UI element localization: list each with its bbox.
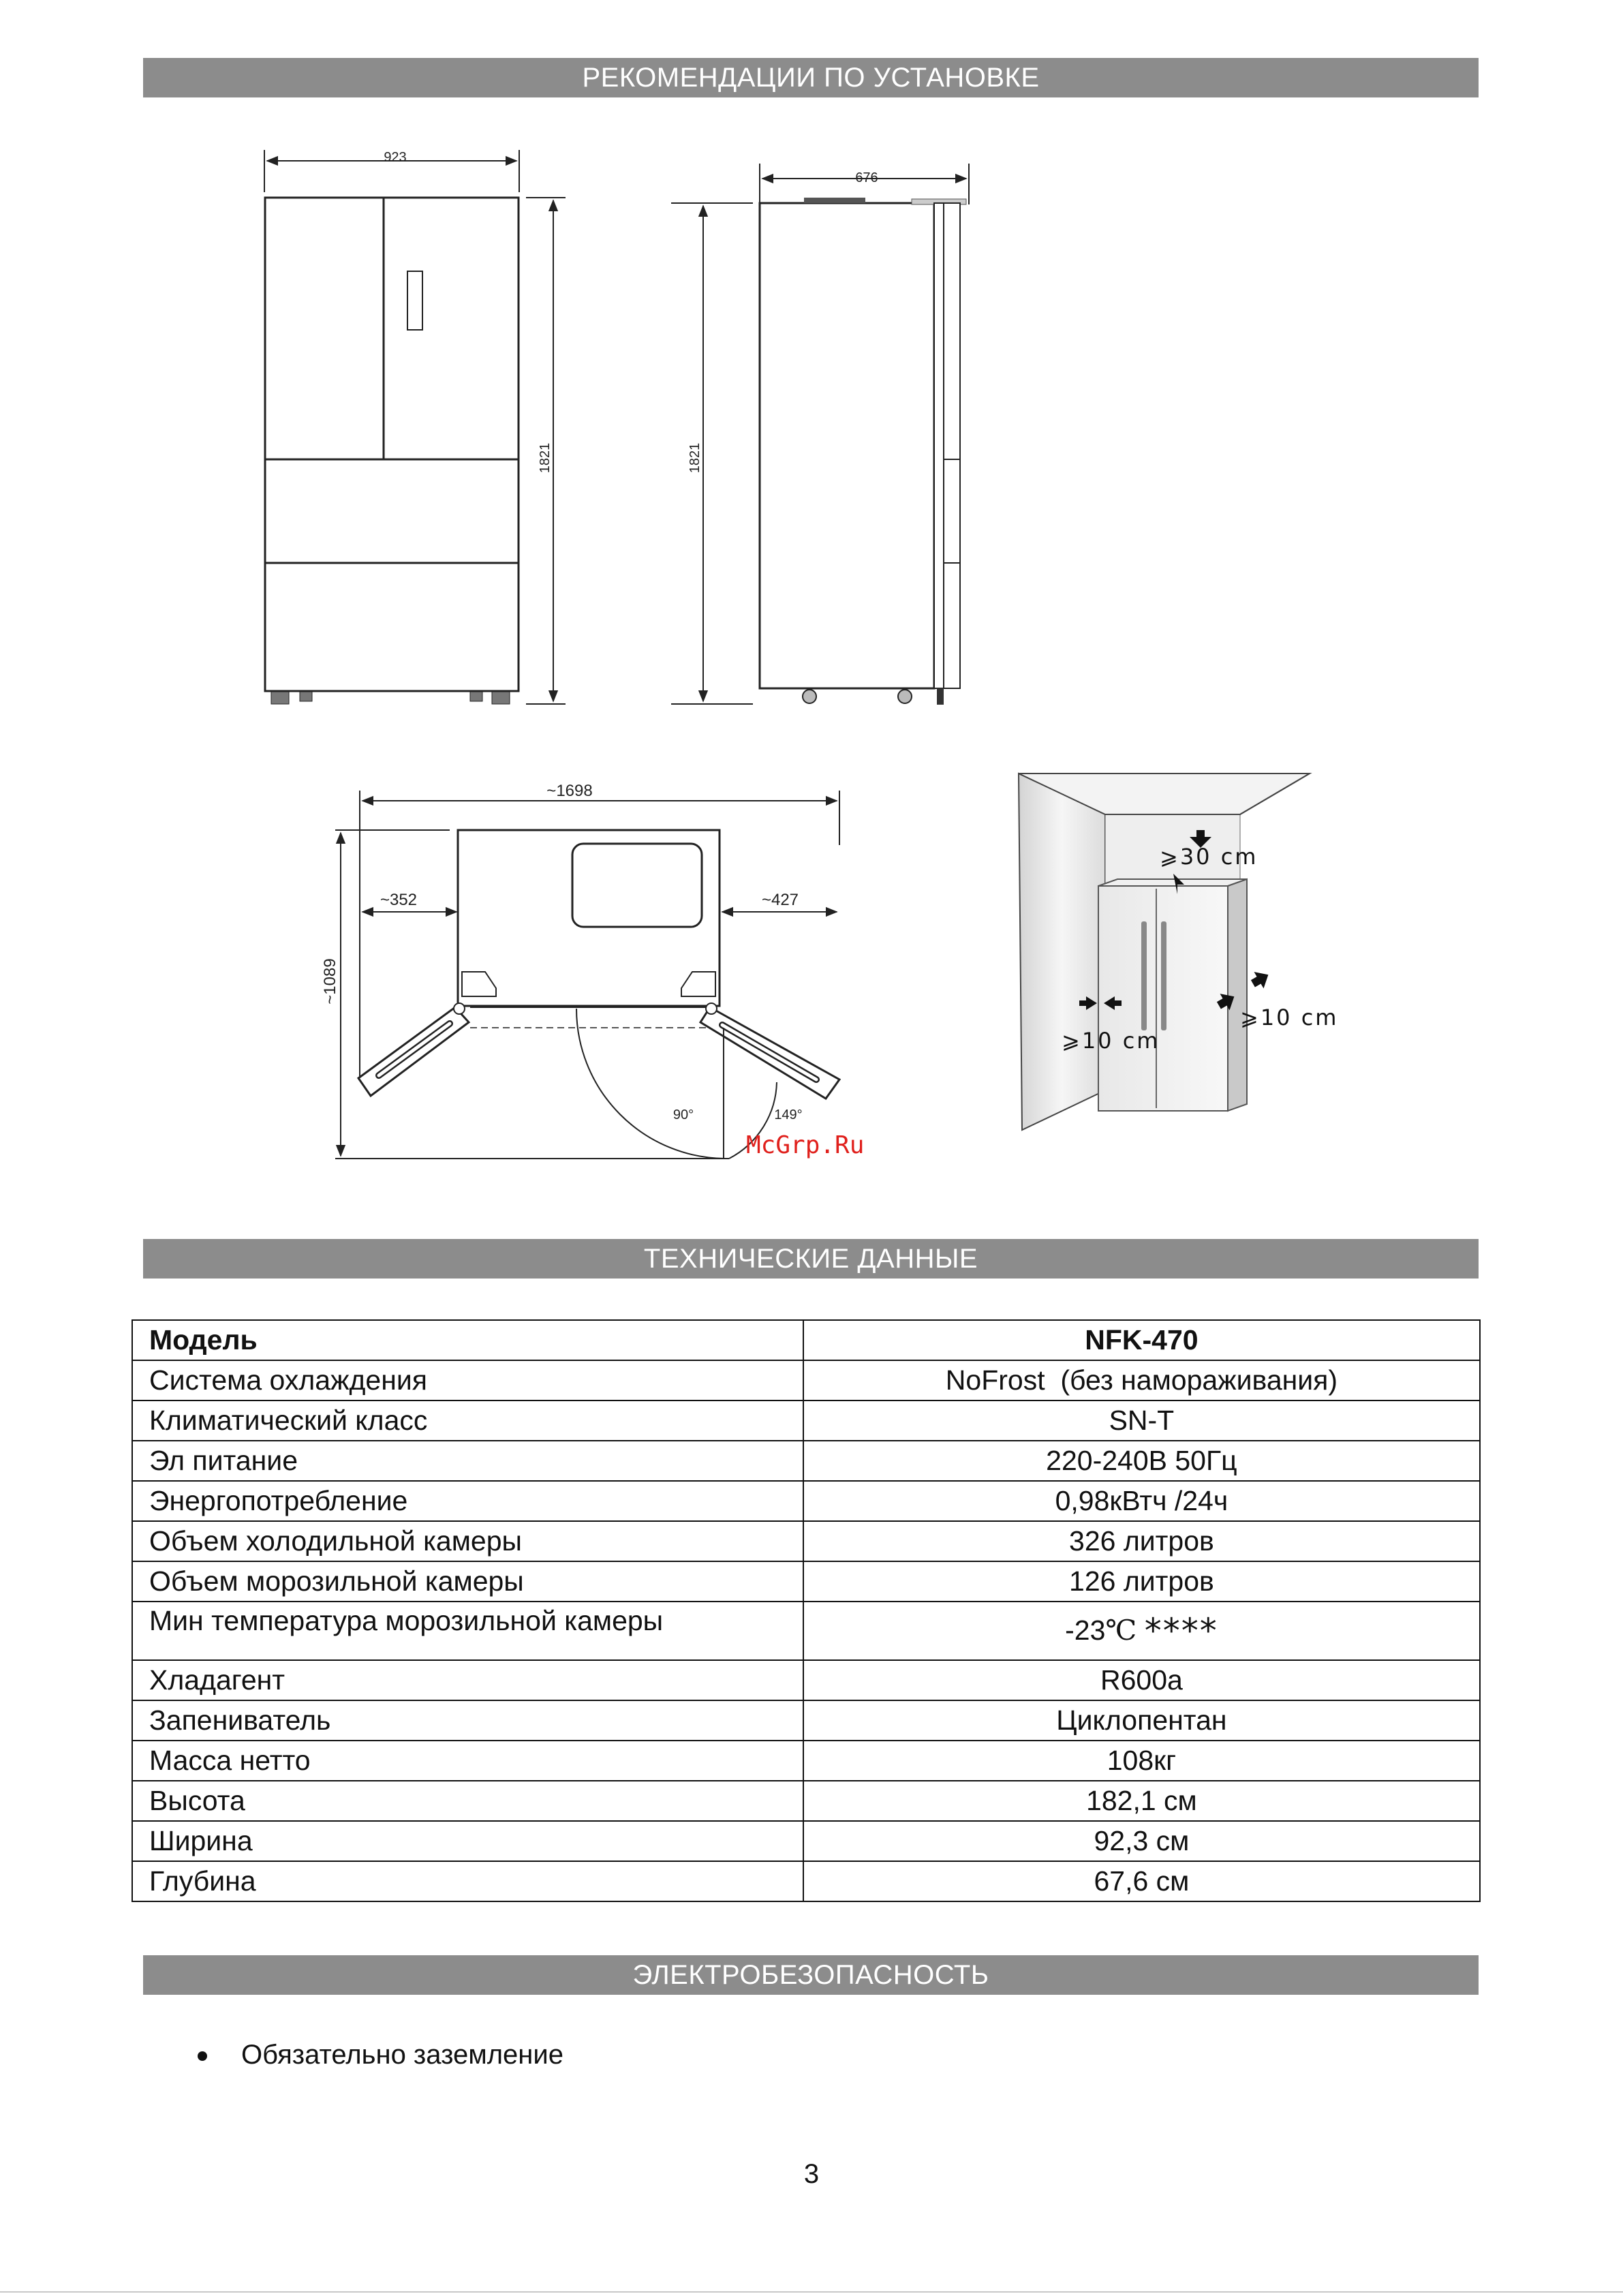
spec-value: 220-240В 50Гц [803, 1441, 1480, 1481]
spec-value: 92,3 см [803, 1821, 1480, 1861]
top-view-drawing [321, 782, 839, 1159]
table-row [132, 1561, 1480, 1602]
section-header-specs: ТЕХНИЧЕСКИЕ ДАННЫЕ [143, 1239, 1479, 1279]
spec-value: 126 литров [803, 1561, 1480, 1602]
table-row [132, 1741, 1480, 1781]
top-right-dim: ~427 [761, 891, 799, 909]
safety-item-text: Обязательно заземление [241, 2040, 563, 2070]
spec-label: Модель [132, 1320, 803, 1360]
table-row [132, 1521, 1480, 1561]
spec-label: Хладагент [132, 1660, 803, 1700]
section-header-safety: ЭЛЕКТРОБЕЗОПАСНОСТЬ [143, 1955, 1479, 1995]
table-row [132, 1441, 1480, 1481]
side-view-drawing [671, 164, 969, 705]
spec-value: 108кг [803, 1741, 1480, 1781]
front-width-dim: 923 [384, 150, 407, 165]
table-row [132, 1821, 1480, 1861]
clearance-right-label: ⩾10 cm [1240, 1005, 1339, 1030]
footer-divider [0, 2291, 1623, 2293]
spec-value-min-temp [803, 1602, 1480, 1660]
spec-label: Запениватель [132, 1700, 803, 1741]
table-row [132, 1700, 1480, 1741]
spec-label: Масса нетто [132, 1741, 803, 1781]
freezer-stars-icon: **** [1144, 1611, 1218, 1651]
celsius-unit: ℃ [1105, 1614, 1137, 1647]
spec-label: Высота [132, 1781, 803, 1821]
spec-value: 182,1 см [803, 1781, 1480, 1821]
spec-value: 326 литров [803, 1521, 1480, 1561]
spec-value: 0,98кВтч /24ч [803, 1481, 1480, 1521]
page-number: 3 [803, 2159, 820, 2189]
table-row [132, 1861, 1480, 1901]
side-height-dim: 1821 [687, 442, 702, 474]
spec-value: R600a [803, 1660, 1480, 1700]
top-total-dim: ~1698 [546, 782, 593, 800]
specs-table [132, 1319, 1481, 1902]
spec-value: SN-T [803, 1400, 1480, 1441]
list-item [198, 2040, 563, 2070]
spec-value: 67,6 см [803, 1861, 1480, 1901]
spec-label: Эл питание [132, 1441, 803, 1481]
table-row [132, 1400, 1480, 1441]
clearance-drawing [1019, 774, 1338, 1130]
table-row [132, 1360, 1480, 1400]
spec-value: Циклопентан [803, 1700, 1480, 1741]
side-depth-dim: 676 [855, 170, 878, 185]
spec-label: Ширина [132, 1821, 803, 1861]
spec-value: NoFrost (без намораживания) [803, 1360, 1480, 1400]
spec-value: NFK-470 [803, 1320, 1480, 1360]
top-depth-dim: ~1089 [321, 958, 339, 1005]
table-row [132, 1481, 1480, 1521]
clearance-top-label: ⩾30 cm [1160, 844, 1258, 870]
front-view-drawing [264, 150, 566, 704]
table-row [132, 1320, 1480, 1360]
bullet-icon [198, 2051, 207, 2061]
spec-label: Объем морозильной камеры [132, 1561, 803, 1602]
spec-label: Мин температура морозильной камеры [132, 1602, 803, 1660]
spec-label: Климатический класс [132, 1400, 803, 1441]
spec-label: Объем холодильной камеры [132, 1521, 803, 1561]
clearance-left-label: ⩾10 cm [1062, 1028, 1160, 1054]
front-height-dim: 1821 [538, 442, 553, 474]
top-left-dim: ~352 [380, 891, 418, 909]
angle-149-label: 149° [774, 1107, 803, 1122]
table-row [132, 1602, 1480, 1660]
spec-label: Глубина [132, 1861, 803, 1901]
spec-label: Система охлаждения [132, 1360, 803, 1400]
min-temp-value: -23 [1065, 1614, 1106, 1646]
section-header-install: РЕКОМЕНДАЦИИ ПО УСТАНОВКЕ [143, 58, 1479, 97]
table-row [132, 1660, 1480, 1700]
angle-90-label: 90° [673, 1107, 694, 1122]
spec-label: Энергопотребление [132, 1481, 803, 1521]
watermark: McGrp.Ru [746, 1131, 865, 1159]
table-row [132, 1781, 1480, 1821]
